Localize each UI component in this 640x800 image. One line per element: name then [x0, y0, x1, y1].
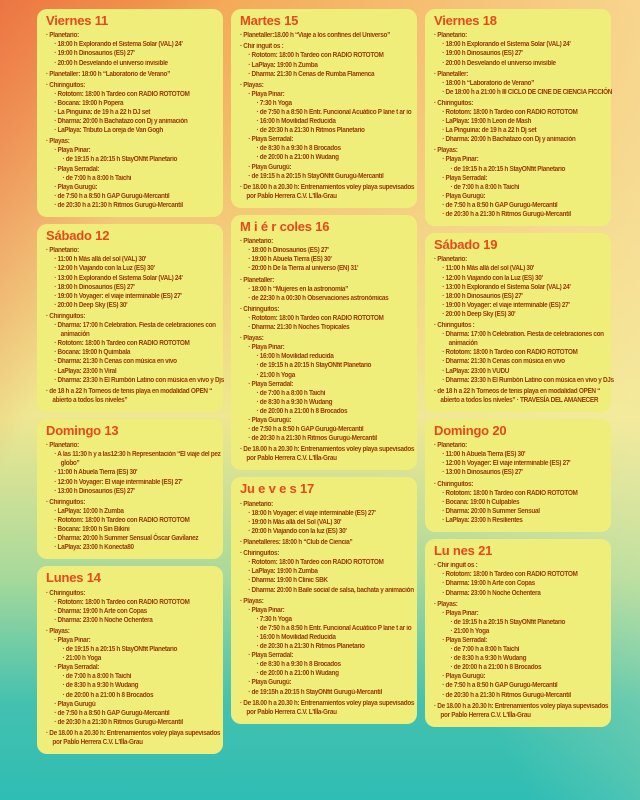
- day-title: Sábado 12: [46, 228, 110, 244]
- event-line: · Chiringuitos:: [240, 305, 280, 313]
- schedule-column: [231, 9, 417, 724]
- day-card: [425, 419, 611, 532]
- event-line: · Playas:: [46, 138, 70, 146]
- event-line: · Playa Pinar:: [248, 344, 285, 352]
- day-title: Martes 15: [240, 13, 299, 28]
- event-line: · LaPlaya: 23:00 h Viral: [54, 367, 117, 375]
- event-line: · de 20:30 h a 21:30 h Ritmos Gurugú-Mercantil: [54, 718, 183, 726]
- event-line: · LaPlaya: 19:00 h Leon de Mash: [442, 118, 532, 126]
- event-line: · LaPlaya: 23:00 h Konecta80: [54, 544, 134, 552]
- event-line: · Rototom: 18:00 h Tardeo con RADIO ROTOTOM: [442, 489, 578, 497]
- event-line: · De 18.00 h a 20.30 h: Entrenamientos voley playa supevisados por Pablo Herrera C.V. L'Illa-Grau: [240, 446, 415, 463]
- event-line: · De 18.00 h a 20.30 h: Entrenamientos voley playa supevisados por Pablo Herrera C.V. L'Illa-Grau: [240, 699, 415, 716]
- event-line: · Playa Pinar:: [54, 147, 91, 155]
- event-line: · 19:00 h Voyager: el viaje interminable (ES) 27': [442, 301, 570, 309]
- event-line: · Playa Pinar:: [54, 636, 91, 644]
- event-line: · Playa Serradal:: [248, 136, 294, 144]
- event-line: · de 8:30 h a 9:30 h 8 Brocados: [256, 145, 341, 153]
- event-line: · Rototom: 18:00 h Tardeo con RADIO ROTOTOM: [248, 52, 384, 60]
- event-line: · 16:00 h Movilidad Reducida: [256, 118, 336, 126]
- event-line: · Chiringuitos:: [434, 480, 474, 488]
- event-line: · 20:00 h Deep Sky (ES) 30': [54, 301, 128, 309]
- event-line: · La Pinguina: de 19 h a 22 h DJ set: [54, 109, 151, 116]
- event-line: · 12:00 h Viajando con la Luz (ES) 30': [54, 265, 155, 273]
- event-line: · 12:00 h Voyager: El viaje interminable (ES) 27': [442, 460, 571, 468]
- event-line: · Rototom: 18:00 h Tardeo con RADIO ROTOTOM: [442, 109, 578, 116]
- day-card: [425, 539, 611, 727]
- event-line: · 7:30 h Yoga: [256, 615, 292, 623]
- event-line: · 20:00 h Viajando con la luz (ES) 30': [248, 527, 347, 535]
- day-card: [37, 224, 223, 412]
- event-line: · Playa Gurugú:: [442, 673, 486, 681]
- event-line: · Dharma: 19:00 h Arte con Copas: [442, 580, 535, 588]
- event-line: · de 19:15h a 20:15 h StayONfit Gurugú-Mercantil: [248, 688, 382, 696]
- event-line: · Playas:: [240, 335, 264, 343]
- event-line: · Rototom: 18:00 h Tardeo con RADIO ROTOTOM: [248, 559, 384, 567]
- day-card: [37, 566, 223, 754]
- event-line: · Planetario:: [46, 247, 79, 255]
- event-line: · Chir inguit os :: [240, 43, 284, 51]
- day-title: Viernes 18: [434, 13, 497, 28]
- event-line: · de 20:00 h a 21:00 h Wudang: [256, 154, 339, 162]
- event-line: · LaPlaya: 23:00 h Resilientes: [442, 516, 523, 524]
- event-line: · Rototom: 18:00 h Tardeo con RADIO ROTOTOM: [54, 340, 190, 348]
- event-line: · Playa Serradal:: [442, 636, 488, 644]
- day-card: [37, 9, 223, 217]
- day-card: [425, 9, 611, 226]
- event-line: · 20:00 h Desvelando el universo invisible: [442, 59, 556, 67]
- event-line: · Dharma: 20:00 h Baile social de salsa, bachata y animación: [248, 586, 414, 594]
- day-title: Sábado 19: [434, 237, 498, 253]
- event-line: · de 7:50 h a 8:50 h GAP Gurugú-Mercantil: [248, 426, 364, 434]
- event-line: · Playas:: [240, 81, 264, 89]
- event-line: · de 19:15 h a 20:15 h StayONfit Planetario: [62, 156, 178, 164]
- event-line: · de 20:00 h a 21:00 h 8 Brocados: [450, 664, 542, 672]
- event-line: · Playa Pinar:: [442, 609, 479, 617]
- event-line: · Planetario:: [434, 32, 467, 40]
- event-line: · de 8:30 h a 9:30 h 8 Brocados: [256, 661, 341, 669]
- event-line: · Playa Gurugú:: [248, 679, 292, 687]
- event-line: · 21:00 h Yoga: [450, 627, 489, 635]
- event-line: · De 18.00 h a 20.30 h: Entrenamientos voley playa supevisados por Pablo Herrera C.V. L'Illa-Grau: [434, 702, 609, 719]
- event-line: · Rototom: 18:00 h Tardeo con RADIO ROTOTOM: [442, 571, 578, 579]
- event-line: · 18:00 h Explorando el Sistema Solar (VAL) 24': [54, 41, 183, 49]
- event-line: · 13:00 h Dinosaurios (ES) 27': [442, 469, 523, 477]
- event-line: · 18:00 h “Laboratorio de Verano”: [442, 79, 535, 87]
- event-line: · Rototom: 18:00 h Tardeo con RADIO ROTOTOM: [54, 90, 190, 98]
- event-line: · de 20:30 h a 21:30 h Ritmos Gurugú-Mercantil: [442, 211, 571, 219]
- event-line: · 19:00 h Voyager: el viaje interminable (ES) 27': [54, 292, 182, 300]
- event-line: · Playas:: [240, 597, 264, 605]
- event-line: · Dharma: 21:30 h Cenas con música en vivo: [442, 358, 565, 366]
- event-line: · Chir inguit os :: [434, 562, 478, 570]
- event-line: · Bocana: 19:00 h Culpables: [442, 498, 520, 506]
- event-line: · de 22:30 h a 00:30 h Observaciones astronómicas: [248, 294, 389, 302]
- event-line: · 18:00 h “Mujeres en la astronomía”: [248, 285, 349, 293]
- event-line: · Chiringuitos:: [46, 589, 86, 597]
- schedule-column: [37, 9, 223, 754]
- event-line: · de 20:30 h a 21:30 h Ritmos Planetario: [256, 643, 365, 651]
- event-line: · Planetario:: [46, 442, 79, 450]
- day-title: Ju e v e s 17: [240, 481, 315, 497]
- event-line: · Dharma: 23:00 h Noche Ochentera: [442, 589, 541, 597]
- event-line: · Dharma: 23:30 h El Rumbón Latino con música en vivo y Djs: [54, 376, 225, 384]
- event-line: · Dharma: 20:00 h Summer Sensual: [442, 507, 540, 515]
- event-line: · de 7:50 h a 8:50 h GAP Gurugú-Mercantil: [54, 192, 170, 200]
- event-line: · de 7:00 h a 8:00 h Taichí: [450, 646, 520, 654]
- event-line: · A las 11:30 h y a las12:30 h Representación “El viaje del pez globo”: [54, 451, 221, 468]
- event-line: · LaPlaya: 19:00 h Zumba: [248, 61, 318, 69]
- event-line: · 13:00 h Explorando el Sistema Solar (VAL) 24': [54, 274, 183, 282]
- event-line: · 11:00 h Más allá del sol (VAL) 30': [442, 265, 535, 273]
- event-line: · Playas:: [434, 147, 458, 155]
- event-line: · 19:00 h Dinosaurios (ES) 27': [442, 50, 523, 58]
- event-line: · de 7:50 h a 8:50 h Entr. Funcional Acuático P lane t ar io: [256, 624, 412, 632]
- event-line: · Playa Serradal:: [442, 174, 488, 182]
- event-line: · 7:30 h Yoga: [256, 99, 292, 107]
- event-line: · LaPlaya: 23:00 h VUDU: [442, 367, 510, 375]
- day-card: [425, 233, 614, 412]
- event-line: · de 20:30 h a 21:30 h Ritmos Gurugú-Mercantil: [248, 435, 377, 443]
- event-line: · 13:00 h Dinosaurios (ES) 27': [54, 487, 135, 495]
- event-line: · La Pinguina: de 19 h a 22 h Dj set: [442, 127, 537, 135]
- event-line: · 20:00 h De la Tierra al universo (EN) 31': [248, 265, 359, 273]
- event-line: · Chiringuitos:: [46, 81, 86, 89]
- event-line: · De 18:00 h a 21:00 h III CICLO DE CINE DE CIENCIA FICCIÓN: [442, 88, 613, 96]
- event-line: · Playa Pinar:: [248, 606, 285, 614]
- day-title: M i é r coles 16: [240, 218, 330, 234]
- event-line: · 11:00 h Abuela Tierra (ES) 30': [442, 451, 526, 459]
- event-line: · Playas:: [434, 600, 458, 608]
- day-card: [231, 9, 417, 208]
- event-line: · 19:00 h Más allá del Sol (VAL) 30': [248, 518, 342, 526]
- event-line: · Planetalleres: 18:00 h “Club de Ciencia”: [240, 539, 353, 547]
- event-line: · de 20:30 h a 21:30 h Ritmos Gurugú-Mercantil: [442, 691, 571, 699]
- event-line: · Playa Pinar:: [442, 156, 479, 164]
- event-line: · de 20:30 h a 21:30 h Ritmos Planetario: [256, 127, 365, 135]
- event-line: · de 20:30 h a 21:30 h Ritmos Gurugú-Mercantil: [54, 201, 183, 209]
- event-line: · 18:00 h Dinosaurios (ES) 27': [442, 292, 523, 300]
- event-line: · de 19:15 h a 20:15 h StayONfit Planetario: [256, 362, 372, 370]
- event-line: · Planetaller:: [240, 276, 275, 284]
- event-line: · Rototom: 18:00 h Tardeo con RADIO ROTOTOM: [54, 598, 190, 606]
- event-line: · Dharma: 21:30 h Cenas con música en vivo: [54, 358, 177, 366]
- event-line: · LaPlaya: Tributo La oreja de Van Gogh: [54, 127, 164, 135]
- event-line: · de 8:30 h a 9:30 h Wudang: [256, 398, 333, 406]
- day-title: Lunes 14: [46, 570, 101, 586]
- event-line: · Dharma: 21:30 h Noches Tropicales: [248, 324, 350, 332]
- event-line: · Dharma: 17:00 h Celebration. Fiesta de celebraciones con animación: [54, 322, 216, 339]
- event-line: · Rototom: 18:00 h Tardeo con RADIO ROTOTOM: [248, 314, 384, 322]
- event-line: · Playas:: [46, 627, 70, 635]
- event-line: · 19:00 h Abuela Tierra (ES) 30': [248, 256, 332, 264]
- event-line: · De 18.00 h a 20.30 h: Entrenamientos voley playa supevisados por Pablo Herrera C.V. L'Illa-Grau: [46, 729, 221, 746]
- event-line: · Playa Gurugú:: [248, 163, 292, 171]
- event-line: · de 7:50 h a 8:50 h Entr. Funcional Acuático P lane t ar io: [256, 109, 412, 116]
- schedule-column: [425, 9, 614, 727]
- event-line: · Dharma: 23:00 h Noche Ochentera: [54, 616, 153, 624]
- event-line: · Dharma: 23:30 h El Rumbón Latino con música en vivo y DJs: [442, 376, 614, 384]
- event-line: · 16:00 h Movilidad Reducida: [256, 634, 336, 641]
- event-line: · 12:00 h Voyager: El viaje interminable (ES) 27': [54, 478, 183, 486]
- event-line: · Planetario:: [434, 256, 467, 264]
- day-card: [37, 419, 223, 559]
- event-line: · Playa Serradal:: [248, 380, 294, 388]
- event-line: · Planetario:: [240, 500, 273, 508]
- event-line: · de 19:15 h a 20:15 h StayONfit Gurugú-Mercantil: [248, 172, 384, 180]
- event-line: · Playa Serradal:: [248, 652, 294, 660]
- event-line: · Chiringuitos:: [434, 99, 474, 107]
- day-title: Domingo 13: [46, 422, 119, 438]
- event-line: · de 19:15 h a 20:15 h StayONfit Planetario: [450, 618, 566, 626]
- event-line: · LaPlaya: 19:00 h Zumba: [248, 568, 318, 576]
- event-line: · de 7:50 h a 8:50 h GAP Gurugú-Mercantil: [54, 709, 170, 717]
- event-line: · de 20:00 h a 21:00 h Wudang: [256, 670, 339, 678]
- event-line: · 11:00 h Abuela Tierra (ES) 30': [54, 469, 138, 477]
- event-line: · Playa Pinar:: [248, 90, 285, 98]
- day-card: [231, 215, 417, 471]
- event-line: · de 20:00 h a 21:00 h 8 Brocados: [256, 407, 348, 415]
- event-line: · de 7:50 h a 8:50 h GAP Gurugú-Mercantil: [442, 682, 558, 690]
- event-line: · Planetaller:18.00 h “Viaje a los confines del Universo”: [240, 32, 390, 40]
- event-line: · 11:00 h Más allá del sol (VAL) 30': [54, 256, 147, 264]
- event-line: · Chiringuitos:: [46, 498, 86, 506]
- event-line: · de 20:00 h a 21:00 h 8 Brocados: [62, 691, 154, 699]
- event-line: · Chiringuitos:: [46, 312, 86, 320]
- event-line: · Dharma: 20:00 h Bachatazo con Dj y animación: [54, 118, 188, 126]
- event-line: · Dharma: 19:00 h Clinic SBK: [248, 577, 328, 585]
- event-line: · de 7:50 h a 8:50 h GAP Gurugú-Mercantil: [442, 201, 558, 209]
- event-line: · Playa Gurugú: [54, 700, 96, 708]
- event-line: · 16:00 h Movilidad reducida: [256, 353, 334, 361]
- event-line: · Bocana: 19:00 h Popera: [54, 99, 124, 107]
- event-line: · 20:00 h Deep Sky (ES) 30': [442, 310, 516, 318]
- event-line: · de 8:30 h a 9:30 h Wudang: [450, 655, 527, 663]
- event-line: · de 18 h a 22 h Torneos de tenis playa en modalidad OPEN “ abierto a todos los niveles”: [46, 387, 213, 404]
- event-line: · LaPlaya: 10:00 h Zumba: [54, 507, 124, 515]
- event-line: · de 19:15 h a 20:15 h StayONfit Planetario: [62, 646, 178, 654]
- event-line: · Planetario:: [434, 442, 467, 450]
- event-line: · 18:00 h Explorando el Sistema Solar (VAL) 24': [442, 41, 571, 49]
- event-line: · Dharma: 21:30 h Cenas de Rumba Flamenca: [248, 70, 375, 78]
- event-line: · Rototom: 18:00 h Tardeo con RADIO ROTOTOM: [54, 516, 190, 524]
- event-line: · Playa Gurugú:: [442, 192, 486, 200]
- event-line: · Chiringuitos:: [240, 550, 280, 558]
- event-line: · Planetaller:: [434, 70, 469, 78]
- event-line: · 18:00 h Voyager: el viaje interminable (ES) 27': [248, 509, 376, 517]
- event-line: · de 7:00 h a 8:00 h Taichí: [62, 673, 132, 681]
- event-line: · Dharma: 20:00 h Summer Sensual Óscar Gavilanez: [54, 535, 199, 543]
- event-line: · Dharma: 19:00 h Arte con Copas: [54, 607, 147, 615]
- event-line: · 20:00 h Desvelando el universo invisible: [54, 59, 168, 67]
- event-line: · Dharma: 17:00 h Celebration. Fiesta de celebraciones con animación: [442, 331, 604, 348]
- event-line: · 18:00 h Dinosaurios (ES) 27': [54, 283, 135, 291]
- event-line: · de 7:00 h a 8:00 h Taichi: [62, 174, 132, 182]
- event-line: · De 18.00 h a 20.30 h: Entrenamientos voley playa supevisados por Pablo Herrera C.V. L'Illa-Grau: [240, 183, 415, 200]
- event-line: · Playa Serradal:: [54, 664, 100, 672]
- event-line: · Chiringuitos :: [434, 322, 475, 330]
- event-line: · de 18 h a 22 h Torneos de tenis playa en modalidad OPEN “ abierto a todos los niveles” · TRAVESÍA DEL AMANECER: [434, 387, 601, 404]
- event-line: · de 19:15 h a 20:15 h StayONfit Planetario: [450, 165, 566, 173]
- day-title: Lu nes 21: [434, 542, 493, 558]
- event-line: · Playa Gurugú:: [248, 416, 292, 424]
- event-line: · 21:00 h Yoga: [62, 655, 101, 663]
- event-line: · de 7:00 h a 8:00 h Taichí: [450, 183, 520, 191]
- day-title: Viernes 11: [46, 13, 109, 28]
- event-line: · 18:00 h Dinosaurios (ES) 27': [248, 247, 329, 255]
- event-line: · Dharma: 20:00 h Bachatazo con Dj y animación: [442, 136, 576, 144]
- event-line: · 12:00 h Viajando con la Luz (ES) 30': [442, 274, 543, 282]
- day-card: [231, 477, 417, 723]
- event-line: · Bocana: 19:00 h Sin Bikini: [54, 525, 130, 533]
- event-line: · Rototom: 18:00 h Tardeo con RADIO ROTOTOM: [442, 349, 578, 357]
- event-line: · Bocana: 19:00 h Quimbala: [54, 349, 131, 357]
- event-line: · 13:00 h Explorando el Sistema Solar (VAL) 24': [442, 283, 571, 291]
- event-line: · Playa Gurugú:: [54, 183, 98, 191]
- event-line: · Planetario:: [240, 238, 273, 246]
- event-line: · 19:00 h Dinosaurios (ES) 27': [54, 50, 135, 58]
- event-line: · Planetario:: [46, 32, 79, 40]
- event-line: · Planetaller: 18:00 h “Laboratorio de Verano”: [46, 70, 171, 78]
- day-title: Domingo 20: [434, 422, 507, 438]
- event-line: · 21:00 h Yoga: [256, 371, 295, 379]
- event-line: · de 8:30 h a 9:30 h Wudang: [62, 682, 139, 690]
- event-line: · Playa Serradal:: [54, 165, 100, 173]
- event-line: · de 7:00 h a 8:00 h Taichí: [256, 389, 326, 397]
